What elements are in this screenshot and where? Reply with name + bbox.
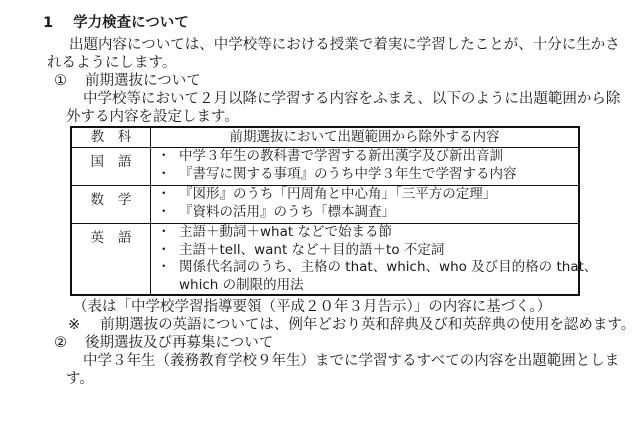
- table-row-english: [71, 224, 579, 296]
- bullet: ・: [157, 165, 171, 182]
- subject-math: 数学: [71, 186, 151, 224]
- english-dictionary-note: [68, 316, 635, 334]
- subsection-1-title: 前期選抜について: [85, 73, 201, 89]
- content-japanese: [151, 148, 580, 186]
- table-row-math: [71, 186, 579, 224]
- bullet: ・: [157, 203, 171, 220]
- subsection-2-body-line1: 中学３年生（義務教育学校９年生）までに学習するすべての内容を出題範囲としま: [83, 353, 620, 369]
- table-source-note: （表は「中学校学習指導要領（平成２０年３月告示）」の内容に基づく。）: [73, 299, 552, 315]
- subsection-2-body-line2: す。: [66, 371, 94, 387]
- bullet: ・: [157, 186, 171, 202]
- intro-text-line2: れるようにします。: [47, 55, 177, 71]
- section-number: 1: [43, 15, 54, 31]
- bullet: ・: [157, 241, 171, 258]
- subsection-2-title: 後期選抜及び再募集について: [85, 335, 274, 351]
- note-text: 前期選抜の英語については、例年どおり英和辞典及び和英辞典の使用を認めます。: [100, 317, 636, 333]
- list-item: ・ 『資料の活用』のうち「標本調査」: [157, 203, 395, 220]
- list-item-continuation: which の制限的用法: [179, 276, 304, 293]
- bullet: ・: [157, 148, 171, 164]
- header-content: 前期選抜において出題範囲から除外する内容: [151, 127, 580, 148]
- subsection-2-marker: ②: [54, 335, 67, 351]
- list-item: ・ 『図形』のうち「円周角と中心角」「三平方の定理」: [157, 186, 497, 202]
- list-item: ・ 主語＋tell、want など＋目的語＋to 不定詞: [157, 241, 445, 258]
- section-heading: [43, 14, 189, 32]
- subject-japanese: 国語: [71, 148, 151, 186]
- section-title: 学力検査について: [73, 15, 189, 31]
- list-item: ・ 『書写に関する事項』のうち中学３年生で学習する内容: [157, 165, 517, 182]
- subsection-1-body-line2: 外する内容を設定します。: [66, 109, 239, 125]
- subsection-1-heading: [54, 72, 201, 90]
- subject-english: 英語: [71, 224, 151, 296]
- bullet: ・: [157, 224, 171, 240]
- content-english: [151, 224, 598, 296]
- table-row-japanese: [71, 148, 579, 186]
- table-header-row: [71, 127, 579, 148]
- subsection-1-marker: ①: [54, 73, 67, 89]
- subsection-1-body-line1: 中学校等において２月以降に学習する内容をふまえ、以下のように出題範囲から除: [83, 91, 621, 107]
- excluded-content-table: [70, 126, 598, 296]
- subsection-2-heading: [54, 334, 273, 352]
- content-math: [151, 186, 580, 224]
- list-item: ・ 中学３年生の教科書で学習する新出漢字及び新出音訓: [157, 148, 503, 164]
- list-item: ・ 主語＋動詞＋what などで始まる節: [157, 224, 392, 240]
- bullet: ・: [157, 259, 171, 275]
- intro-text-line1: 出題内容については、中学校等における授業で着実に学習したことが、十分に生かさ: [69, 37, 620, 53]
- list-item: ・ 関係代名詞のうち、主格の that、which、who 及び目的格の that、: [157, 259, 598, 275]
- header-subject: 教 科: [71, 127, 151, 148]
- note-marker: ※: [68, 317, 81, 333]
